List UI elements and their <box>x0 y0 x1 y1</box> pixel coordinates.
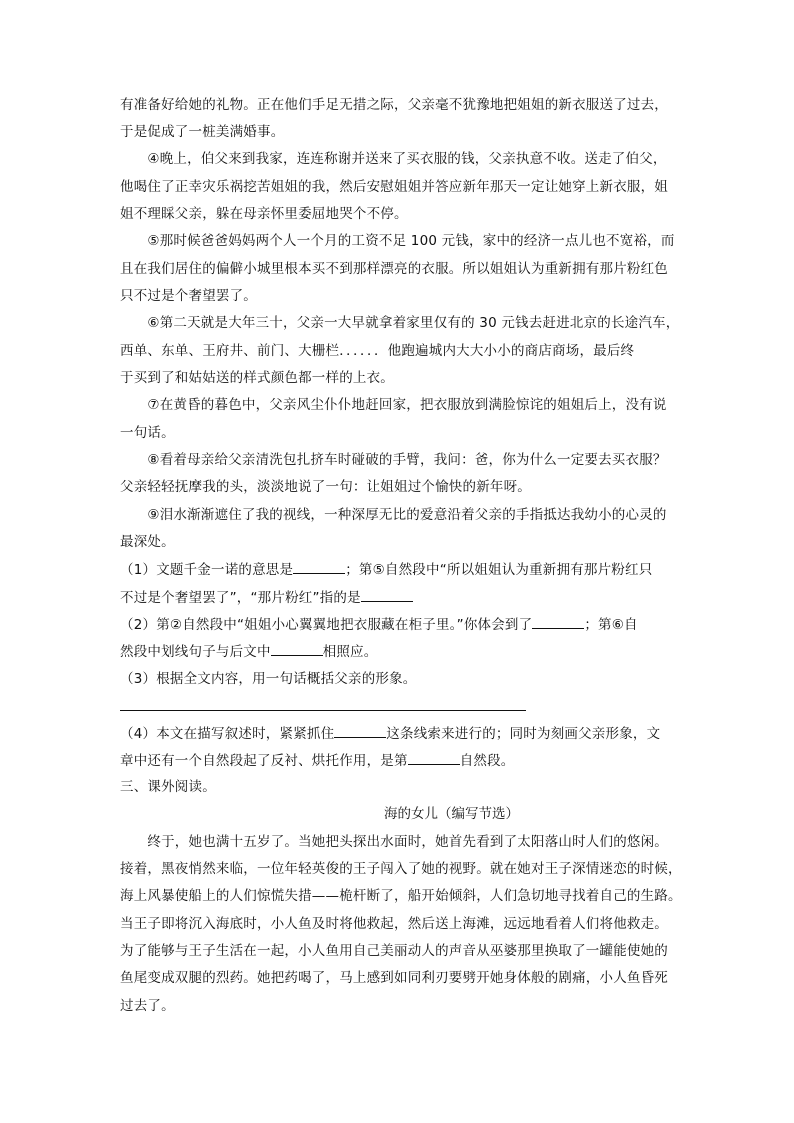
body-line: ⑥第二天就是大年三十，父亲一大早就拿着家里仅有的 30 元钱去赶进北京的长途汽车， <box>120 315 680 331</box>
body-line: ⑧看着母亲给父亲清洗包扎挤车时碰破的手臂，我问：爸，你为什么一定要去买衣服？ <box>120 452 667 468</box>
story-line: 鱼尾变成双腿的烈药。她把药喝了，马上感到如同利刃要劈开她身体般的剧痛，小人鱼昏死 <box>120 970 668 986</box>
story-line: 海上风暴使船上的人们惊慌失措——桅杆断了，船开始倾斜，人们急切地寻找着自己的生路。 <box>120 888 682 904</box>
body-line: ④晚上，伯父来到我家，连连称谢并送来了买衣服的钱，父亲执意不收。送走了伯父， <box>120 151 667 167</box>
answer-blank[interactable] <box>408 751 460 765</box>
question-2-cont: 然段中划线句子与后文中 相照应。 <box>120 644 378 660</box>
body-line: 最深处。 <box>120 534 175 550</box>
body-line: 一句话。 <box>120 425 175 441</box>
section-heading: 三、课外阅读。 <box>120 779 216 795</box>
body-line: 只不过是个奢望罢了。 <box>120 288 257 304</box>
answer-blank[interactable] <box>532 615 584 629</box>
answer-blank[interactable] <box>271 642 323 656</box>
body-line: 有准备好给她的礼物。正在他们手足无措之际，父亲毫不犹豫地把姐姐的新衣服送了过去， <box>120 97 668 113</box>
story-line: 接着，黑夜悄然来临，一位年轻英俊的王子闯入了她的视野。就在她对王子深情迷恋的时候， <box>120 861 682 877</box>
body-line: 他喝住了正幸灾乐祸挖苦姐姐的我，然后安慰姐姐并答应新年那天一定让她穿上新衣服，姐 <box>120 179 668 195</box>
body-line: 于买到了和姑姑送的样式颜色都一样的上衣。 <box>120 370 394 386</box>
body-line: 西单、东单、王府井、前门、大栅栏．．．．．．他跑遍城内大大小小的商店商场，最后终 <box>120 343 635 359</box>
question-1: （1）文题千金一诺的意思是 ；第⑤自然段中“所以姐姐认为重新拥有那片粉红只 <box>120 562 653 578</box>
body-line: 于是促成了一桩美满婚事。 <box>120 124 285 140</box>
answer-blank[interactable] <box>361 588 413 602</box>
answer-blank[interactable] <box>293 560 345 574</box>
body-line: 且在我们居住的偏僻小城里根本买不到那样漂亮的衣服。所以姐姐认为重新拥有那片粉红色 <box>120 261 668 277</box>
question-1-cont: 不过是个奢望罢了”，“那片粉红”指的是 <box>120 588 413 607</box>
body-line: ⑤那时候爸爸妈妈两个人一个月的工资不足 100 元钱，家中的经济一点儿也不宽裕，而 <box>120 233 675 249</box>
question-4: （4）本文在描写叙述时，紧紧抓住 这条线索来进行的；同时为刻画父亲形象，文 <box>120 726 661 742</box>
story-line: 过去了。 <box>120 998 175 1014</box>
question-4-cont: 章中还有一个自然段起了反衬、烘托作用，是第 自然段。 <box>120 753 515 769</box>
story-line: 当王子即将沉入海底时，小人鱼及时将他救起，然后送上海滩，远远地看着人们将他救走。 <box>120 916 668 932</box>
body-line: ⑨泪水渐渐遮住了我的视线，一种深厚无比的爱意沿着父亲的手指抵达我幼小的心灵的 <box>120 507 667 523</box>
story-line: 终于，她也满十五岁了。当她把头探出水面时，她首先看到了太阳落山时人们的悠闲。 <box>120 834 668 850</box>
question-3: （3）根据全文内容，用一句话概括父亲的形象。 <box>120 671 417 687</box>
answer-blank[interactable] <box>334 724 386 738</box>
story-title: 海的女儿（编写节选） <box>384 806 519 822</box>
story-line: 为了能够与王子生活在一起，小人鱼用自己美丽动人的声音从巫婆那里换取了一罐能使她的 <box>120 943 668 959</box>
question-2: （2）第②自然段中“姐姐小心翼翼地把衣服藏在柜子里。”你体会到了 ；第⑥自 <box>120 617 638 633</box>
answer-line[interactable] <box>120 710 526 711</box>
body-line: 父亲轻轻抚摩我的头，淡淡地说了一句：让姐姐过个愉快的新年呀。 <box>120 479 531 495</box>
body-line: 姐不理睬父亲，躲在母亲怀里委屈地哭个不停。 <box>120 206 408 222</box>
body-line: ⑦在黄昏的暮色中，父亲风尘仆仆地赶回家，把衣服放到满脸惊诧的姐姐后上，没有说 <box>120 397 667 413</box>
